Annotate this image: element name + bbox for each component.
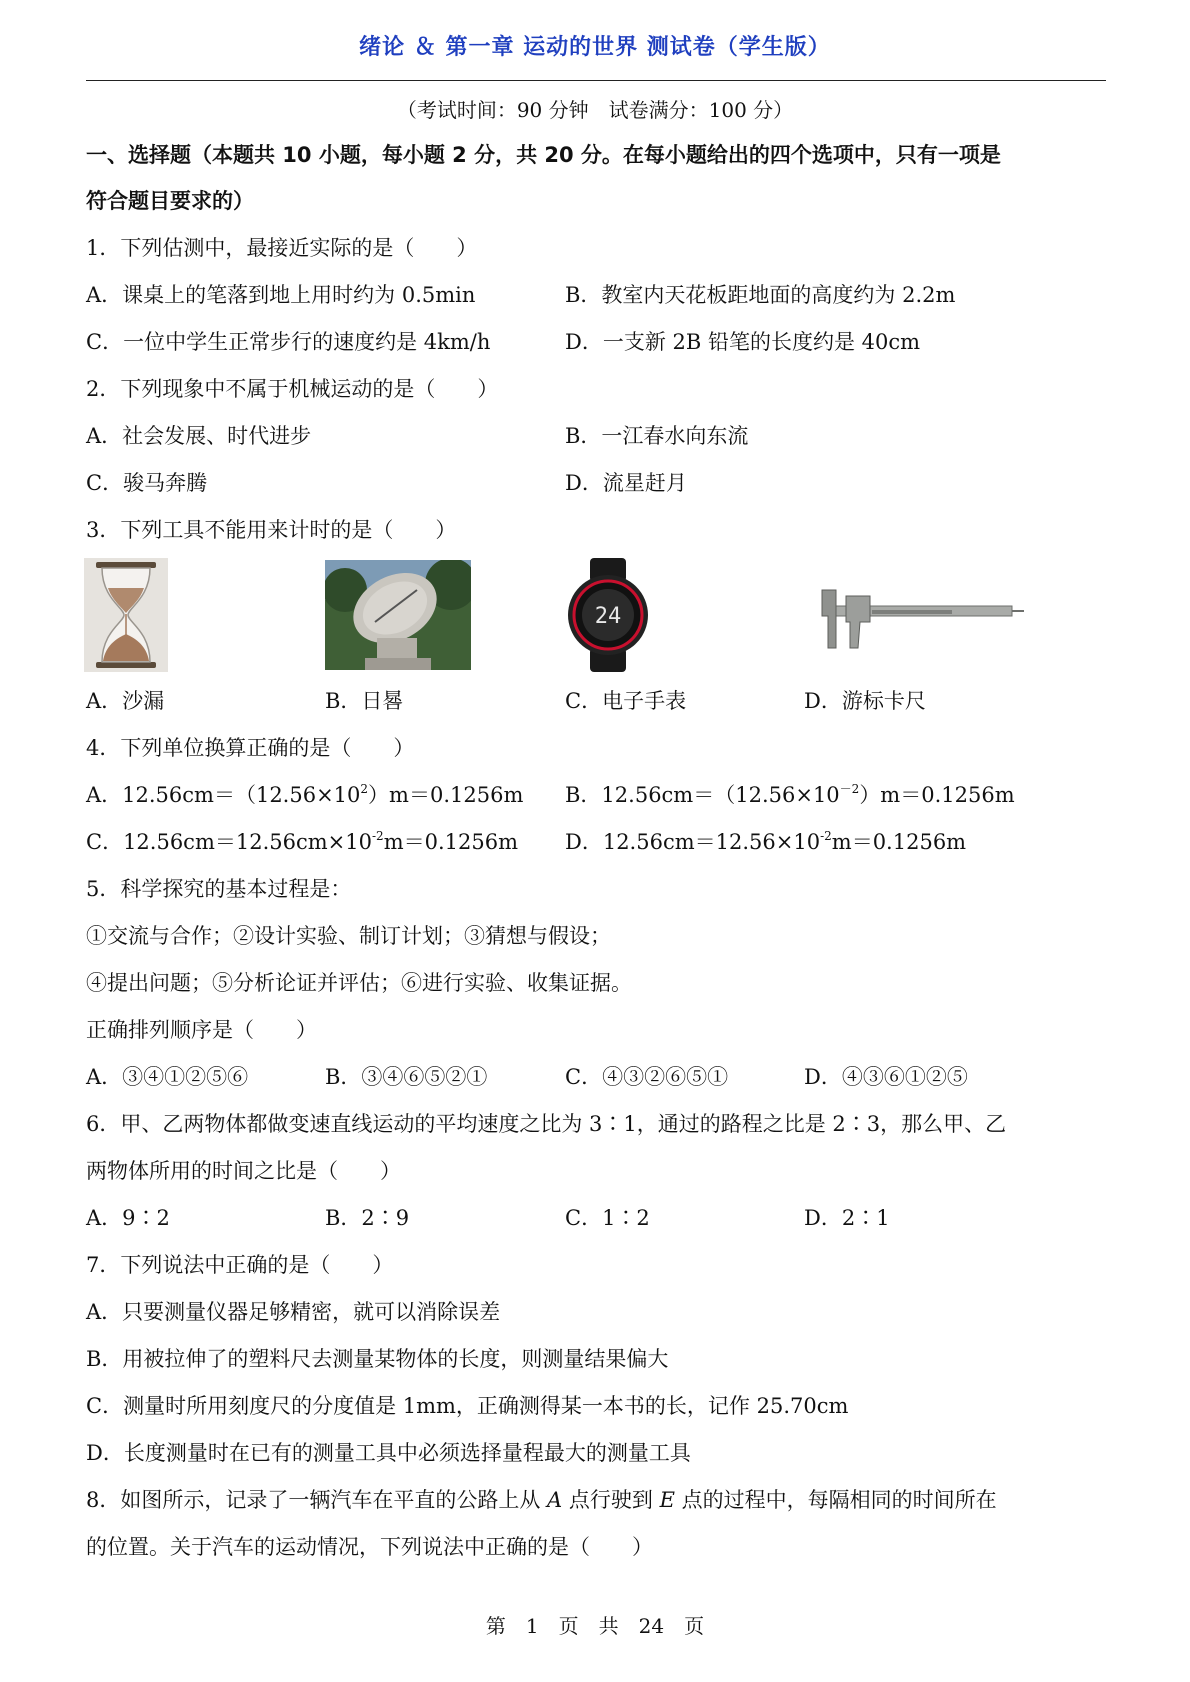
question-5-steps-2: ④提出问题；⑤分析论证并评估；⑥进行实验、收集证据。 [86, 971, 632, 995]
question-2-option-c: C．骏马奔腾 [86, 471, 208, 495]
question-4-option-d: D．$12.56cm=12.56\times 10^{-2}m=0.1256m$ [565, 829, 967, 854]
question-7-stem: 7．下列说法中正确的是（ ） [86, 1253, 394, 1277]
question-3-option-c: C．电子手表 [565, 689, 687, 713]
question-3-stem: 3．下列工具不能用来计时的是（ ） [86, 518, 457, 542]
question-2-option-d: D．流星赶月 [565, 471, 687, 495]
header-divider [86, 80, 1106, 81]
question-6-option-c: C．1∶2 [565, 1206, 650, 1230]
digital-watch-image [566, 558, 652, 672]
question-7-option-d: D．长度测量时在已有的测量工具中必须选择量程最大的测量工具 [86, 1441, 691, 1465]
question-1-option-d: D．一支新 2B 铅笔的长度约是 40cm [565, 330, 921, 354]
question-5-option-d: D．④③⑥①②⑤ [804, 1065, 968, 1089]
question-5-prompt: 正确排列顺序是（ ） [86, 1018, 317, 1042]
document-title: 绪论 ＆ 第一章 运动的世界 测试卷（学生版） [359, 35, 831, 60]
question-4-option-b: B．$12.56cm=(12.56\times 10^{-2})m=0.1256m$ [565, 782, 1015, 807]
section-heading-cont: 符合题目要求的） [86, 189, 254, 213]
page-number-footer: 第 1 页 共 24 页 [485, 1614, 705, 1638]
vernier-caliper-image [812, 586, 1024, 654]
section-heading: 一、选择题（本题共 10 小题，每小题 2 分，共 20 分。在每小题给出的四个选项中，只有一项是 [86, 143, 1001, 167]
question-8-stem-cont: 的位置。关于汽车的运动情况，下列说法中正确的是（ ） [86, 1535, 653, 1559]
question-1-stem: 1．下列估测中，最接近实际的是（ ） [86, 236, 478, 260]
question-5-steps-1: ①交流与合作；②设计实验、制订计划；③猜想与假设； [86, 924, 611, 948]
question-5-option-b: B．③④⑥⑤②① [325, 1065, 488, 1089]
question-6-option-a: A．9∶2 [86, 1206, 170, 1230]
watch-digits: 24 [594, 604, 622, 629]
question-1-option-c: C．一位中学生正常步行的速度约是 4km/h [86, 330, 491, 354]
question-4-option-c: C．$12.56cm=12.56cm\times 10^{-2}m=0.1256m$ [86, 829, 518, 854]
question-4-stem: 4．下列单位换算正确的是（ ） [86, 736, 415, 760]
question-5-option-a: A．③④①②⑤⑥ [86, 1065, 249, 1089]
question-6-stem: 6．甲、乙两物体都做变速直线运动的平均速度之比为 3∶1，通过的路程之比是 2∶3，那么甲、乙 [86, 1112, 1007, 1136]
question-3-option-b: B．日晷 [325, 689, 404, 713]
question-1-option-b: B．教室内天花板距地面的高度约为 2.2m [565, 283, 956, 307]
question-3-option-a: A．沙漏 [86, 689, 165, 713]
question-2-option-b: B．一江春水向东流 [565, 424, 749, 448]
exam-info: （考试时间：90 分钟 试卷满分：100 分） [396, 98, 794, 122]
question-6-stem-cont: 两物体所用的时间之比是（ ） [86, 1159, 401, 1183]
question-2-option-a: A．社会发展、时代进步 [86, 424, 312, 448]
question-4-option-a: A．$12.56cm=(12.56\times 10^2)m=0.1256m$ [86, 782, 524, 807]
hourglass-image [84, 558, 168, 672]
question-1-option-a: A．课桌上的笔落到地上用时约为 0.5min [86, 283, 476, 307]
question-3-option-d: D．游标卡尺 [804, 689, 926, 713]
question-6-option-d: D．2∶1 [804, 1206, 890, 1230]
question-2-stem: 2．下列现象中不属于机械运动的是（ ） [86, 377, 499, 401]
question-6-option-b: B．2∶9 [325, 1206, 410, 1230]
question-5-option-c: C．④③②⑥⑤① [565, 1065, 729, 1089]
question-8-stem: 8．如图所示，记录了一辆汽车在平直的公路上从 A 点行驶到 E 点的过程中，每隔相同的时间所在 [86, 1488, 997, 1512]
sundial-image [325, 560, 471, 670]
question-7-option-b: B．用被拉伸了的塑料尺去测量某物体的长度，则测量结果偏大 [86, 1347, 669, 1371]
question-7-option-a: A．只要测量仪器足够精密，就可以消除误差 [86, 1300, 501, 1324]
question-5-stem: 5．科学探究的基本过程是： [86, 877, 352, 901]
question-7-option-c: C．测量时所用刻度尺的分度值是 1mm，正确测得某一本书的长，记作 25.70cm [86, 1394, 849, 1418]
